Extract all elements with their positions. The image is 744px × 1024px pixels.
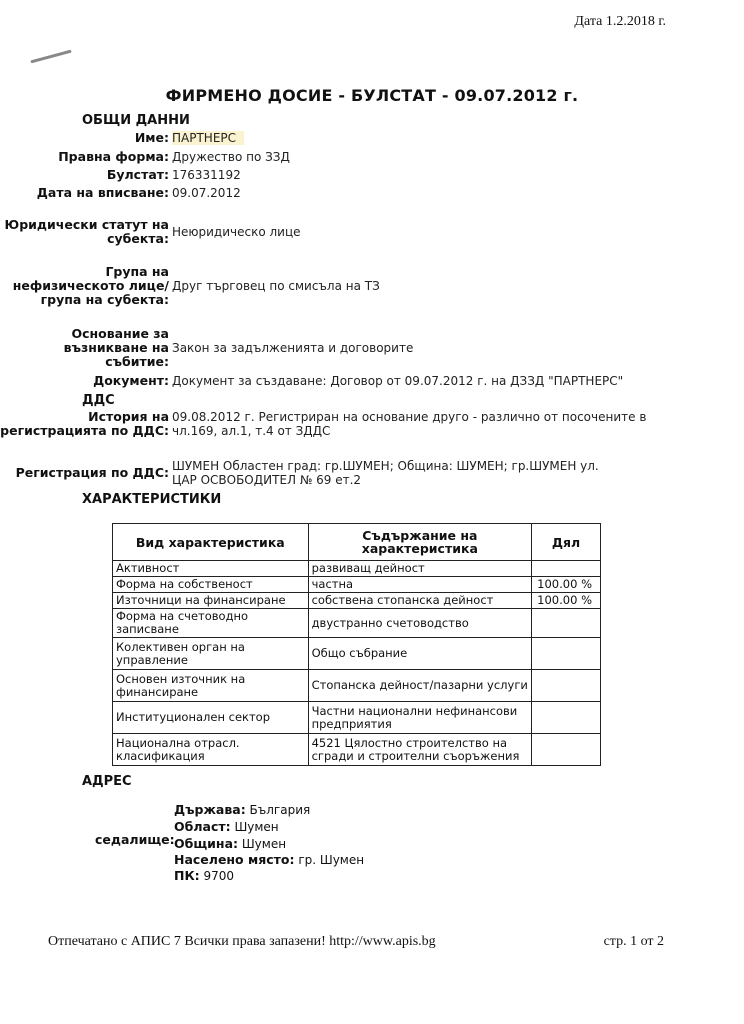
field-label: Име:: [134, 130, 169, 145]
table-cell: двустранно счетоводство: [308, 609, 531, 638]
field-value: 09.08.2012 г. Регистриран на основание друго - различно от посочените в чл.169, ал.1, т.4 от ЗДДС: [172, 410, 647, 438]
address-label: Държава:: [174, 802, 246, 817]
table-row: [113, 670, 601, 702]
address-value: Шумен: [234, 820, 279, 834]
field-legal-status: [0, 218, 700, 246]
column-header: Вид характеристика: [113, 524, 309, 561]
print-date: Дата 1.2.2018 г.: [574, 14, 666, 29]
field-value: Документ за създаване: Договор от 09.07.2012 г. на ДЗЗД "ПАРТНЕРС": [172, 374, 624, 388]
address-label: Община:: [174, 836, 239, 851]
address-value: 9700: [203, 869, 235, 883]
field-value: Неюридическо лице: [172, 225, 301, 239]
table-row: [113, 593, 601, 609]
page-number: стр. 1 от 2: [603, 934, 664, 949]
address-label: ПК:: [174, 868, 200, 883]
field-label: Документ:: [93, 373, 169, 388]
field-document: [0, 374, 700, 388]
section-heading-general: ОБЩИ ДАННИ: [82, 113, 190, 128]
section-heading-characteristics: ХАРАКТЕРИСТИКИ: [82, 492, 222, 507]
scan-mark: [30, 50, 71, 64]
field-entity-group: [0, 265, 700, 307]
field-label: Основание за възникване на събитие:: [63, 326, 169, 369]
table-row: [113, 577, 601, 593]
table-cell: [532, 702, 601, 734]
table-cell: [532, 609, 601, 638]
field-bulstat: [0, 168, 700, 182]
table-cell: Частни национални нефинансови предприятия: [308, 702, 531, 734]
table-cell: Източници на финансиране: [113, 593, 309, 609]
table-row: [113, 561, 601, 577]
address-value: Шумен: [241, 837, 287, 851]
field-name: [0, 131, 700, 145]
field-value: ШУМЕН Областен град: гр.ШУМЕН; Община: ШУМЕН; гр.ШУМЕН ул. ЦАР ОСВОБОДИТЕЛ № 69 ет.2: [172, 459, 599, 487]
column-header: Съдържание на характеристика: [308, 524, 531, 561]
address-settlement: [174, 852, 364, 867]
address-region: [174, 819, 279, 834]
characteristics-table: [112, 523, 601, 766]
table-cell: Колективен орган на управление: [113, 638, 309, 670]
field-value: Дружество по ЗЗД: [172, 150, 290, 164]
table-row: [113, 609, 601, 638]
table-cell: [532, 561, 601, 577]
field-legal-form: [0, 150, 700, 164]
field-label: Булстат:: [106, 167, 169, 182]
address-label: Населено място:: [174, 852, 295, 867]
address-country: [174, 802, 310, 817]
field-basis: [0, 327, 700, 369]
field-value: ПАРТНЕРС: [172, 131, 244, 145]
table-cell: развиващ дейност: [308, 561, 531, 577]
field-label: Регистрация по ДДС:: [15, 465, 169, 480]
column-header: Дял: [532, 524, 601, 561]
field-value: 09.07.2012: [172, 186, 241, 200]
field-value: Закон за задълженията и договорите: [172, 341, 414, 355]
table-cell: собствена стопанска дейност: [308, 593, 531, 609]
field-value: Друг търговец по смисъла на ТЗ: [172, 279, 380, 293]
address-value: България: [249, 803, 311, 817]
table-row: [113, 638, 601, 670]
address-municipality: [174, 836, 286, 851]
field-label: Правна форма:: [58, 149, 169, 164]
table-cell: Основен източник на финансиране: [113, 670, 309, 702]
table-cell: частна: [308, 577, 531, 593]
table-cell: 4521 Цялостно строителство на сгради и строителни съоръжения: [308, 734, 531, 766]
field-value: 176331192: [172, 168, 241, 182]
field-registration-date: [0, 186, 700, 200]
address-value: гр. Шумен: [298, 853, 365, 867]
field-label: История на регистрацията по ДДС:: [0, 409, 169, 438]
table-row: [113, 702, 601, 734]
table-row: [113, 734, 601, 766]
section-heading-vat: ДДС: [82, 393, 115, 408]
section-heading-address: АДРЕС: [82, 774, 132, 789]
table-cell: Форма на счетоводно записване: [113, 609, 309, 638]
field-vat-registration: [0, 459, 700, 487]
table-cell: 100.00 %: [532, 593, 601, 609]
table-cell: Форма на собственост: [113, 577, 309, 593]
address-postcode: [174, 868, 234, 883]
field-vat-history: [0, 410, 700, 438]
document-title: ФИРМЕНО ДОСИЕ - БУЛСТАТ - 09.07.2012 г.: [165, 86, 579, 105]
field-label: Група на нефизическото лице/група на субекта:: [12, 264, 169, 307]
table-cell: [532, 638, 601, 670]
table-cell: Стопанска дейност/пазарни услуги: [308, 670, 531, 702]
table-cell: Институционален сектор: [113, 702, 309, 734]
address-label: Област:: [174, 819, 231, 834]
table-cell: Активност: [113, 561, 309, 577]
field-label: Дата на вписване:: [36, 185, 169, 200]
table-cell: Общо събрание: [308, 638, 531, 670]
table-header-row: [113, 524, 601, 561]
address-group-label: седалище:: [95, 832, 175, 847]
table-cell: Национална отрасл. класификация: [113, 734, 309, 766]
table-cell: [532, 734, 601, 766]
table-cell: 100.00 %: [532, 577, 601, 593]
table-cell: [532, 670, 601, 702]
footer-print-note: Отпечатано с АПИС 7 Всички права запазени! http://www.apis.bg: [48, 934, 436, 949]
field-label: Юридически статут на субекта:: [4, 217, 169, 246]
